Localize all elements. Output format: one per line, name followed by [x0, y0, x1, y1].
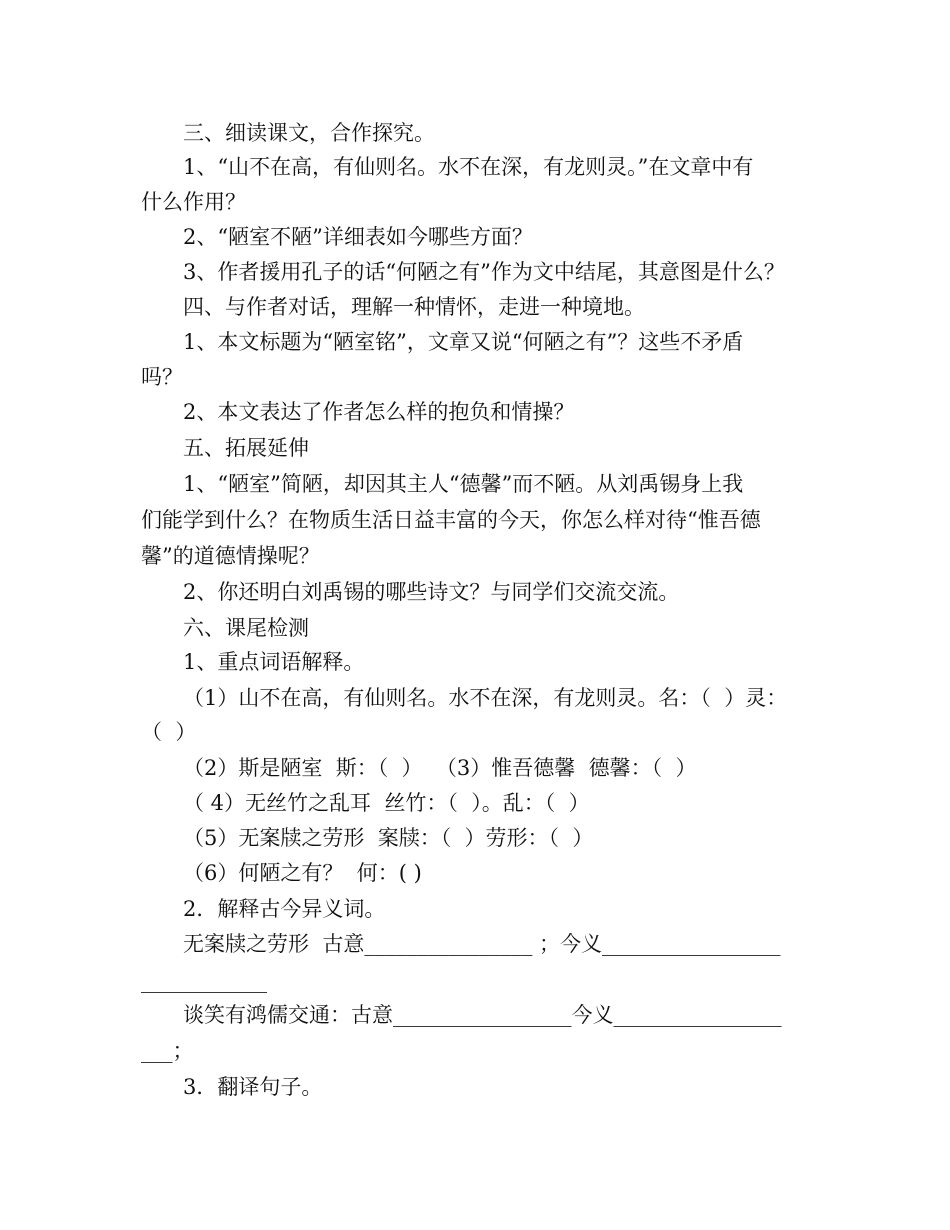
- fill-blank-line: 谈笑有鸿儒交通：古意_________________今义________________: [183, 1003, 782, 1027]
- fill-blank-line: 无案牍之劳形 古意________________ ；今义_________________: [183, 932, 781, 956]
- exercise-line: （6）何陋之有？ 何：( ): [183, 861, 422, 885]
- question-line: 1、本文标题为“陋室铭”，文章又说“何陋之有”？这些不矛盾: [183, 330, 744, 354]
- section-heading-6: 六、课尾检测: [183, 616, 309, 640]
- question-line: 馨”的道德情操呢？: [141, 544, 320, 568]
- exercise-line: （2）斯是陋室 斯：（ ） （3）惟吾德馨 德馨：（ ）: [183, 756, 697, 780]
- section-heading-3: 三、细读课文，合作探究。: [183, 121, 435, 145]
- exercise-heading: 1、重点词语解释。: [183, 650, 365, 674]
- fill-blank-line: ___；: [141, 1039, 194, 1063]
- question-line: 3、作者援用孔子的话“何陋之有”作为文中结尾，其意图是什么？: [183, 260, 785, 284]
- exercise-line: （1）山不在高，有仙则名。水不在深，有龙则灵。名：（ ）灵：: [183, 686, 788, 710]
- section-heading-5: 五、拓展延伸: [183, 436, 309, 460]
- exercise-line: （ ）: [141, 720, 197, 744]
- exercise-heading: 2．解释古今异义词。: [183, 897, 386, 921]
- question-line: 2、你还明白刘禹锡的哪些诗文？与同学们交流交流。: [183, 580, 680, 604]
- question-line: 1、“山不在高，有仙则名。水不在深，有龙则灵。”在文章中有: [183, 155, 754, 179]
- question-line: 吗？: [141, 365, 183, 389]
- question-line: 2、本文表达了作者怎么样的抱负和情操？: [183, 400, 575, 424]
- question-line: 什么作用？: [141, 190, 246, 214]
- fill-blank-line: ____________: [141, 969, 267, 993]
- exercise-heading: 3．翻译句子。: [183, 1075, 323, 1099]
- question-line: 们能学到什么？在物质生活日益丰富的今天，你怎么样对待“惟吾德: [141, 508, 761, 532]
- question-line: 1、“陋室”简陋，却因其主人“德馨”而不陋。从刘禹锡身上我: [183, 472, 744, 496]
- exercise-line: （5）无案牍之劳形 案牍：（ ）劳形：（ ）: [183, 826, 594, 850]
- section-heading-4: 四、与作者对话，理解一种情怀，走进一种境地。: [183, 295, 645, 319]
- exercise-line: （ 4）无丝竹之乱耳 丝竹：（ ）。乱：（ ）: [183, 791, 590, 815]
- question-line: 2、“陋室不陋”详细表如今哪些方面？: [183, 225, 533, 249]
